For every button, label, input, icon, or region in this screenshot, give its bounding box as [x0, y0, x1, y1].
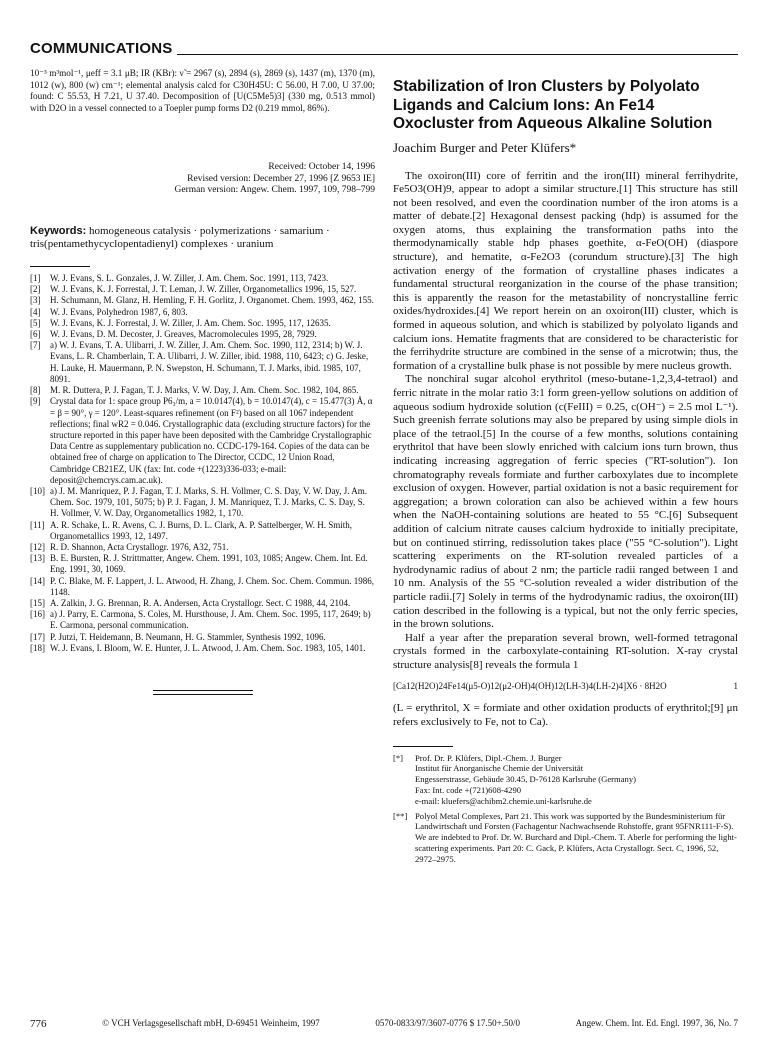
reference-text: R. D. Shannon, Acta Crystallogr. 1976, A32, 751. [50, 541, 229, 552]
publisher: © VCH Verlagsgesellschaft mbH, D-69451 Weinheim, 1997 [102, 1018, 320, 1028]
keywords [30, 225, 375, 252]
reference-text: P. Jutzi, T. Heidemann, B. Neumann, H. G. Stammler, Synthesis 1992, 1096. [50, 631, 326, 642]
end-rule-2 [153, 694, 253, 695]
reference-item [30, 396, 375, 486]
body-paragraph: The oxoiron(III) core of ferritin and the iron(III) mineral ferrihydrite, Fe5O3(OH)9, appear to adopt a similar structure.[1] This structure has still not been resolved, and even the coordination number of the iron atoms is a matter of debate.[2] Hexagonal densest packing (hdp) is assumed for the oxygen atoms, thus explaining the transformation paths into the thermodynamically stable hdp phases goethite, α-FeO(OH) (diaspore structure), and hematite, α-Fe2O3 (corundum structure).[3] The high activation energy of the formation of crystalline phases indicates a fundamental structural reorganization in the course of the phase transition; this is apparently the reason for the metastability of noncrystalline ferric oxides/hydroxides.[4] We report herein on an oxoiron(III) cluster, which is formed in aqueous solution, and which is stabilized by polyolato ligands and calcium ions. Hematite fragments that are considered to be characteristic for the ferrihydrite structure are combined in the sense of a microtwin; thus, the formation of a crystalline bulk phase is not possible by mere nucleus growth. [393, 169, 738, 372]
reference-number: [16] [30, 609, 45, 620]
reference-item [30, 486, 375, 520]
article-title: Stabilization of Iron Clusters by Polyolato Ligands and Calcium Ions: An Fe14 Oxocluster from Aqueous Alkaline Solution [393, 78, 713, 132]
footnote-rule [393, 746, 453, 747]
journal-ref: Angew. Chem. Int. Ed. Engl. 1997, 36, No. 7 [575, 1018, 738, 1028]
footnote [393, 753, 738, 807]
article-code: 0570-0833/97/3607-0776 $ 17.50+.50/0 [375, 1018, 520, 1028]
article-body [393, 170, 738, 673]
reference-text: W. J. Evans, S. L. Gonzales, J. W. Ziller, J. Am. Chem. Soc. 1991, 113, 7423. [50, 273, 329, 284]
reference-item [30, 520, 375, 542]
reference-item [30, 318, 375, 329]
reference-text: a) J. Parry, E. Carmona, S. Coles, M. Hursthouse, J. Am. Chem. Soc. 1995, 117, 2649; b) E. Carmona, personal communication. [50, 609, 371, 631]
reference-number: [11] [30, 519, 45, 530]
reference-number: [6] [30, 329, 41, 340]
reference-item [30, 542, 375, 553]
keywords-label: Keywords: [30, 224, 87, 237]
reference-number: [1] [30, 273, 41, 284]
running-header [30, 40, 738, 60]
reference-number: [5] [30, 317, 41, 328]
reference-number: [2] [30, 284, 41, 295]
reference-text: a) J. M. Manriquez, P. J. Fagan, T. J. Marks, S. H. Vollmer, C. S. Day, V. W. Day, J. Am. Chem. Soc. 1979, 101, 5075; b) P. J. Fagan, J. M. Manriquez, T. J. Marks, C. S. Day, S. H. Vollmer, V. W. Day, Organometallics 1982, 1, 170. [50, 485, 367, 519]
reference-item [30, 329, 375, 340]
reference-list [30, 273, 375, 654]
after-formula: (L = erythritol, X = formiate and other oxidation products of erythritol;[9] μn refers exclusively to Fe, not to Ca). [393, 702, 738, 729]
reference-text: P. C. Blake, M. F. Lappert, J. L. Atwood, H. Zhang, J. Chem. Soc. Chem. Commun. 1986, 1148. [50, 575, 375, 597]
page-number: 776 [30, 1018, 47, 1030]
reference-text: A. R. Schake, L. R. Avens, C. J. Burns, D. L. Clark, A. P. Sattelberger, W. H. Smith, Organometallics 1993, 12, 1497. [50, 519, 353, 541]
footnotes [393, 746, 738, 865]
page-footer [30, 1018, 738, 1030]
section-title: COMMUNICATIONS [30, 40, 177, 57]
article-authors: Joachim Burger and Peter Klüfers* [393, 139, 577, 155]
german-version: German version: Angew. Chem. 1997, 109, 798–799 [174, 185, 375, 196]
footnote-marker: [*] [393, 752, 404, 763]
reference-item [30, 609, 375, 631]
reference-text: W. J. Evans, D. M. Decoster, J. Greaves, Macromolecules 1995, 28, 7929. [50, 329, 317, 340]
footnote-marker: [**] [393, 810, 408, 821]
reference-text: a) W. J. Evans, T. A. Ulibarri, J. W. Ziller, J. Am. Chem. Soc. 1990, 112, 2314; b) W. J. Evans, L. R. Chamberlain, T. A. Ulibarri, J. W. Ziller, ibid. 1988, 110, 6423; c) G. Jeske, H. Lauke, H. Mauermann, P. N. Swepston, H. Schumann, T. J. Marks, ibid. 1985, 107, 8091. [50, 340, 369, 384]
revised-date: Revised version: December 27, 1996 [Z 9653 IE] [187, 173, 375, 184]
reference-number: [15] [30, 597, 45, 608]
body-paragraph: Half a year after the preparation several brown, well-formed tetragonal crystals formed in the carboxylate-containing RT-solution. X-ray crystal structure analysis[8] reveals the formula 1 [393, 631, 738, 671]
keywords-text: homogeneous catalysis · polymerizations · samarium · tris(pentamethycyclopentadienyl) complexes · uranium [30, 224, 330, 251]
reference-item [30, 632, 375, 643]
reference-number: [9] [30, 396, 41, 407]
reference-item [30, 340, 375, 385]
reference-text: W. J. Evans, I. Bloom, W. E. Hunter, J. L. Atwood, J. Am. Chem. Soc. 1983, 105, 1401. [50, 642, 366, 653]
left-column [30, 68, 375, 695]
received-block [30, 162, 375, 197]
reference-text: A. Zalkin, J. G. Brennan, R. A. Andersen, Acta Crystallogr. Sect. C 1988, 44, 2104. [50, 597, 351, 608]
reference-text: W. J. Evans, K. J. Forrestal, J. T. Leman, J. W. Ziller, Organometallics 1996, 15, 527. [50, 284, 357, 295]
end-rule [153, 690, 253, 691]
reference-number: [13] [30, 553, 45, 564]
reference-item [30, 307, 375, 318]
reference-number: [7] [30, 340, 41, 351]
reference-number: [17] [30, 631, 45, 642]
reference-number: [10] [30, 485, 45, 496]
reference-text: M. R. Duttera, P. J. Fagan, T. J. Marks, V. W. Day, J. Am. Chem. Soc. 1982, 104, 865. [50, 385, 359, 396]
right-column [393, 68, 738, 869]
experimental-text: 10⁻³ m³mol⁻¹, μeff = 3.1 μB; IR (KBr): ν̃ = 2967 (s), 2894 (s), 2869 (s), 1437 (m), 1370 (m), 1012 (w), 800 (w) cm⁻¹; elemental analysis calcd for C30H45U: C 56.00, H 7.00, U 37.00; found: C 55.53, H 7.21, U 37.40. Decomposition of [U(C5Me5)3] (330 mg, 0.513 mmol) with D2O in a vessel connected to a Toepler pump forms D2 (0.219 mmol, 86%). [30, 68, 375, 113]
reference-text: H. Schumann, M. Glanz, H. Hemling, F. H. Gorlitz, J. Organomet. Chem. 1993, 462, 155. [50, 295, 374, 306]
reference-text: W. J. Evans, K. J. Forrestal, J. W. Ziller, J. Am. Chem. Soc. 1995, 117, 12635. [50, 317, 331, 328]
footnote-text: Prof. Dr. P. Klüfers, Dipl.-Chem. J. Burger Institut für Anorganische Chemie der Universität Engesserstrasse, Gebäude 30.45, D-76128 Karlsruhe (Germany) Fax: Int. code +(721)608-4290 e-mail: kluefers@achibm2.chemie.uni-karlsruhe.de [415, 752, 636, 806]
reference-item [30, 598, 375, 609]
reference-number: [18] [30, 642, 45, 653]
reference-number: [4] [30, 306, 41, 317]
reference-text: B. E. Bursten, R. J. Strittmatter, Angew. Chem. 1991, 103, 1085; Angew. Chem. Int. Ed. Eng. 1991, 30, 1069. [50, 553, 368, 575]
reference-number: [3] [30, 295, 41, 306]
footnote [393, 811, 738, 865]
formula: [Ca12(H2O)24Fe14(μ5-O)12(μ2-OH)4(OH)12(LH-3)4(LH-2)4]X6 · 8H2O [393, 681, 667, 692]
reference-text: W. J. Evans, Polyhedron 1987, 6, 803. [50, 306, 188, 317]
reference-item [30, 273, 375, 284]
body-paragraph: The nonchiral sugar alcohol erythritol (meso-butane-1,2,3,4-tetraol) and ferric nitrate in the molar ratio 3:1 form green-yellow solutions on addition of aqueous sodium hydroxide solution (c(FeIII) = 0.25, c(OH⁻) = 2.5 mol L⁻¹). Such greenish ferrate solutions may also be prepared by using simple diols in place of the tetraol.[5] In the course of a few months, solutions containing erythritol that have been slowly enriched with calcium ions turn brown, thus indicating increasing aggregation of ferric species ("RT-solution"). Ion chromatography reveals formiate and further carboxylates due to incomplete exclusion of oxygen. However, partial oxidation is not a basic requirement for aggregation; a brown coloration can also be achieved within a few hours when the NaOH-containing solutions are heated to 55 °C.[6] Subsequent addition of calcium nitrate causes calcium hydroxide to initially precipitate, but on continued stirring, redissolution takes place ("55 °C-solution"). Light scattering experiments on the RT-solution revealed particles of a hydrodynamic radius of about 2 nm; the particle radii ranged between 1 and 10 nm. Analysis of the 55 °C-solution revealed a wider distribution of the particle radii.[7] Solely in terms of the hydrodynamic radius, the oxoiron(III) cation described in the following is a typical, but not the only ferric species, in the brown solutions. [393, 373, 738, 631]
reference-number: [8] [30, 385, 41, 396]
reference-number: [12] [30, 541, 45, 552]
received-date: Received: October 14, 1996 [268, 162, 375, 173]
formula-line [393, 680, 738, 692]
footnote-text: Polyol Metal Complexes, Part 21. This work was supported by the Bundesministerium für Landwirtschaft und Forsten (Fachagentur Nachwachsende Rohstoffe, grant 95FNR111-F-S). We are indebted to Prof. Dr. W. Burchard and Dipl.-Chem. T. Aberle for performing the light-scattering experiments. Part 20: C. Gack, P. Klüfers, Acta Crystallogr. Sect. C, 1996, 52, 2972–2975. [415, 810, 737, 864]
reference-item [30, 643, 375, 654]
reference-item [30, 284, 375, 295]
reference-item [30, 385, 375, 396]
formula-number: 1 [733, 681, 738, 692]
references-rule [30, 266, 90, 267]
reference-item [30, 576, 375, 598]
reference-number: [14] [30, 575, 45, 586]
reference-item [30, 553, 375, 575]
reference-item [30, 295, 375, 306]
reference-text: Crystal data for 1: space group P6₃/m, a = 10.0147(4), b = 10.0147(4), c = 15.477(3) Å, α = β = 90°, γ = 120°. Least-squares refinement (on F²) based on all 1067 independent reflections; final wR2 = 0.046. Crystallographic data (excluding structure factors) for the structure reported in this paper have been deposited with the Cambridge Crystallographic Data Centre as supplementary publication no. CCDC-179-164. Copies of the data can be obtained free of charge on application to The Director, CCDC, 12 Union Road, Cambridge CB21EZ, UK (fax: Int. code +(1223)336-033; e-mail: deposit@chemcrys.cam.ac.uk). [50, 396, 373, 485]
